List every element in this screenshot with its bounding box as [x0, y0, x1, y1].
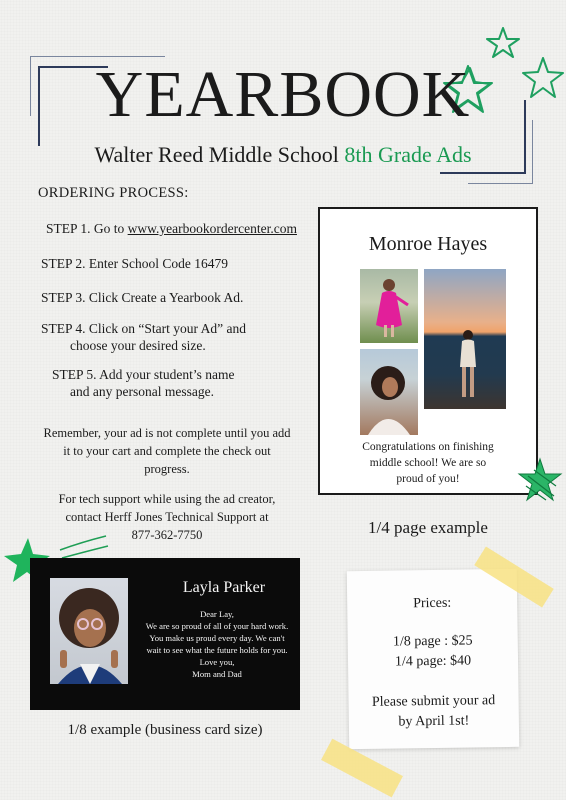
- photo-girl-curly-hair: [360, 349, 418, 435]
- quarter-example-label: 1/4 page example: [368, 518, 488, 537]
- girl-glasses-image: [50, 578, 128, 684]
- support-line-1: For tech support while using the ad creator,: [58, 492, 276, 506]
- caption-line-1: Congratulations on finishing: [362, 441, 494, 453]
- submit-line-1: Please submit your ad: [371, 693, 496, 710]
- step-4-line-1: STEP 4. Click on “Start your Ad” and: [41, 321, 246, 336]
- step-1: [46, 220, 297, 237]
- step-5: [52, 366, 235, 400]
- reminder-line-2: it to your cart and complete the check out: [63, 444, 271, 458]
- message-line-2: We are so proud of all of your hard work.: [145, 621, 289, 631]
- business-card-example: [30, 558, 300, 710]
- grade-ads-label: 8th Grade Ads: [344, 142, 472, 167]
- message-line-1: Dear Lay,: [200, 609, 234, 619]
- page-title: YEARBOOK: [95, 58, 471, 131]
- prices-heading: Prices:: [413, 595, 452, 612]
- quarter-page-example-card: [318, 207, 538, 495]
- school-name: Walter Reed Middle School: [94, 142, 339, 167]
- yearbook-order-link[interactable]: www.yearbookordercenter.com: [127, 221, 297, 236]
- business-card-label: 1/8 example (business card size): [67, 722, 263, 738]
- quarter-example-caption: [320, 439, 536, 487]
- step-2: STEP 2. Enter School Code 16479: [41, 256, 228, 271]
- reminder-line-1: Remember, your ad is not complete until you add: [43, 426, 291, 440]
- frame-outer-top-line: [30, 56, 165, 57]
- step-5-line-1: STEP 5. Add your student’s name: [52, 367, 235, 382]
- step-3: STEP 3. Click Create a Yearbook Ad.: [41, 290, 244, 305]
- prices-note: [347, 569, 519, 749]
- caption-line-2: middle school! We are so: [369, 457, 487, 469]
- girl-curly-hair-image: [360, 349, 418, 435]
- message-line-3: You make us proud every day. We can't: [149, 633, 285, 643]
- reminder-line-3: progress.: [144, 462, 190, 476]
- photo-girl-glasses: [50, 578, 128, 684]
- frame-bottom-right-line: [440, 172, 526, 174]
- price-quarter-page: 1/4 page: $40: [394, 653, 472, 670]
- green-star-icon: [516, 456, 564, 504]
- business-card-name: Layla Parker: [182, 579, 266, 596]
- message-line-4: wait to see what the future holds for you.: [146, 645, 288, 655]
- quarter-example-name: Monroe Hayes: [368, 233, 488, 255]
- caption-line-3: proud of you!: [396, 473, 460, 485]
- step-4: [41, 320, 246, 354]
- support-line-2: contact Herff Jones Technical Support at: [65, 510, 269, 524]
- business-card-message: [132, 608, 302, 680]
- photo-beach-sunset: [424, 269, 506, 409]
- message-line-6: Mom and Dad: [192, 669, 242, 679]
- step-5-line-2: and any personal message.: [70, 384, 214, 399]
- ordering-heading: ORDERING PROCESS:: [38, 185, 189, 201]
- price-eighth-page: 1/8 page : $25: [392, 633, 473, 650]
- submit-line-2: by April 1st!: [398, 713, 470, 730]
- girl-pink-dress-image: [360, 269, 418, 343]
- frame-outer-bottom-line: [468, 183, 533, 184]
- step-4-line-2: choose your desired size.: [70, 338, 206, 353]
- step-1-text: STEP 1. Go to: [46, 221, 128, 236]
- beach-sunset-image: [424, 269, 506, 409]
- message-line-5: Love you,: [199, 657, 235, 667]
- support-phone: 877-362-7750: [131, 528, 203, 542]
- reminder-text: [32, 424, 302, 478]
- page-subtitle: [0, 142, 566, 168]
- photo-girl-pink-dress: [360, 269, 418, 343]
